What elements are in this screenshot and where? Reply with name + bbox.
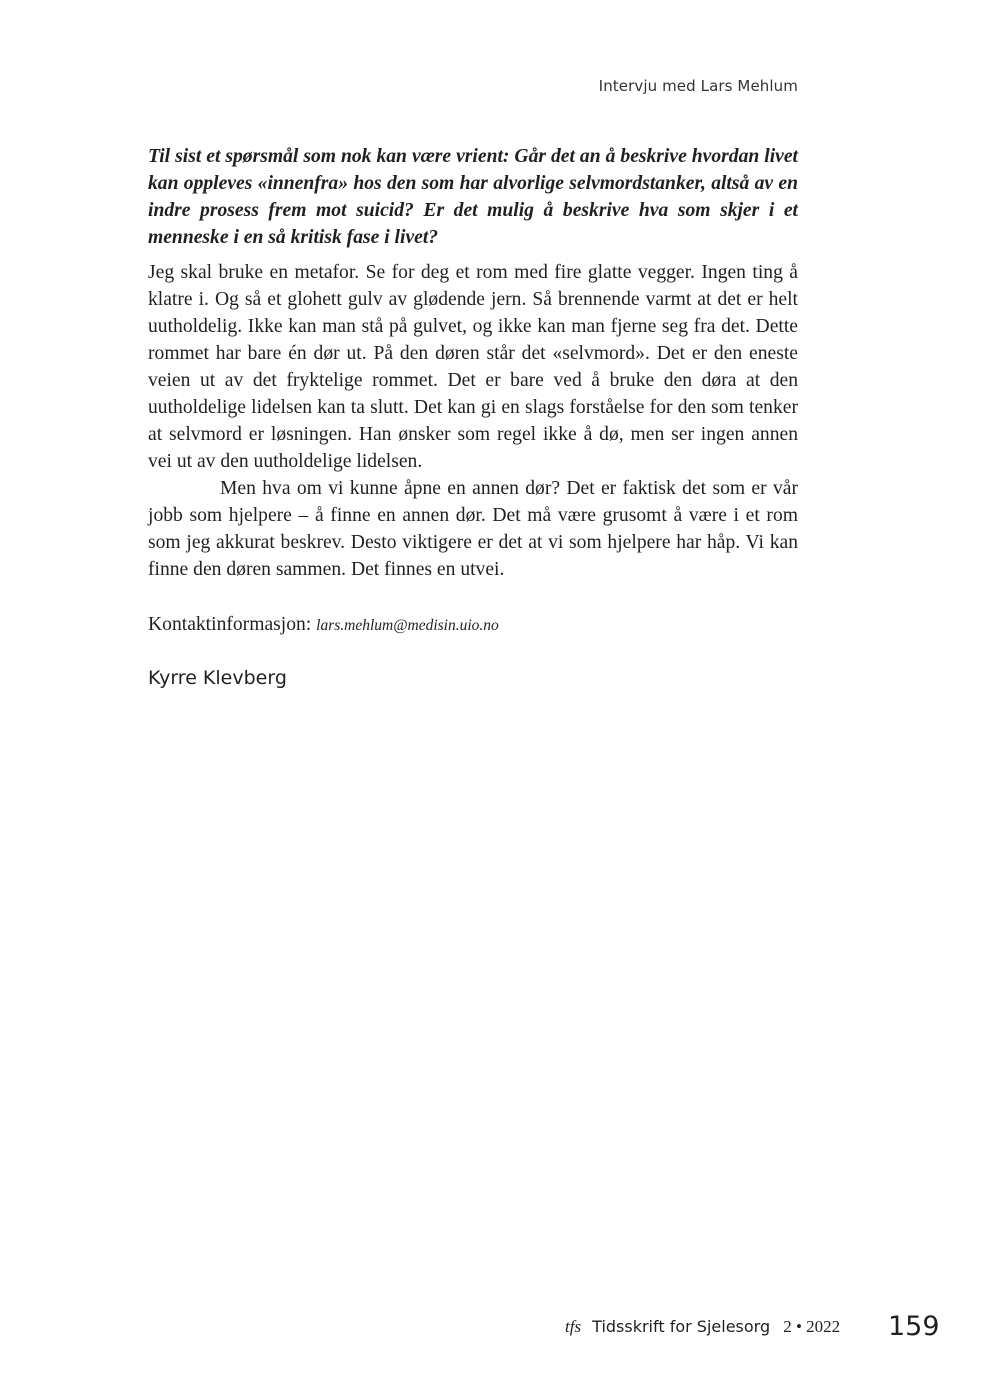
answer-paragraph-1: Jeg skal bruke en metafor. Se for deg et rom med fire glatte vegger. Ingen ting å klatre i. Og så et glohett gulv av glødende jern. Så brennende varmt at det er helt uutholdelig. Ikke kan man stå på gulvet, og ikke kan man fjerne seg fra det. Dette rommet har bare én dør ut. På den døren står det «selvmord». Det er den eneste veien ut av det fryktelige rommet. Det er bare ved å bruke den døra at den uutholdelige lidelsen kan ta slutt. Det kan gi en slags forståelse for den som tenker at selvmord er løsningen. Han ønsker som regel ikke å dø, men ser ingen annen vei ut av den uutholdelige lidelsen. <box>148 262 798 472</box>
contact-label: Kontaktinformasjon: <box>148 614 312 635</box>
journal-name: Tidsskrift for Sjelesorg <box>592 1317 771 1336</box>
journal-issue: 2 • 2022 <box>783 1317 841 1336</box>
journal-abbreviation: tfs <box>565 1317 582 1336</box>
author-name: Kyrre Klevberg <box>148 667 287 689</box>
journal-footer <box>565 1317 840 1337</box>
interview-question: Til sist et spørsmål som nok kan være vrient: Går det an å beskrive hvordan livet kan oppleves «innenfra» hos den som har alvorlige selvmordstanker, altså av en indre prosess frem mot suicid? Er det mulig å beskrive hva som skjer i et menneske i en så kritisk fase i livet? <box>148 146 798 248</box>
answer-paragraph-2: Men hva om vi kunne åpne en annen dør? Det er faktisk det som er vår jobb som hjelpere – å finne en annen dør. Det må være grusomt å være i et rom som jeg akkurat beskrev. Desto viktigere er det at vi som hjelpere har håp. Vi kan finne den døren sammen. Det finnes en utvei. <box>148 478 798 580</box>
page-number: 159 <box>888 1311 940 1342</box>
article-body <box>148 143 798 692</box>
contact-email: lars.mehlum@medisin.uio.no <box>316 617 499 634</box>
running-head: Intervju med Lars Mehlum <box>598 77 798 95</box>
contact-info <box>148 611 798 639</box>
